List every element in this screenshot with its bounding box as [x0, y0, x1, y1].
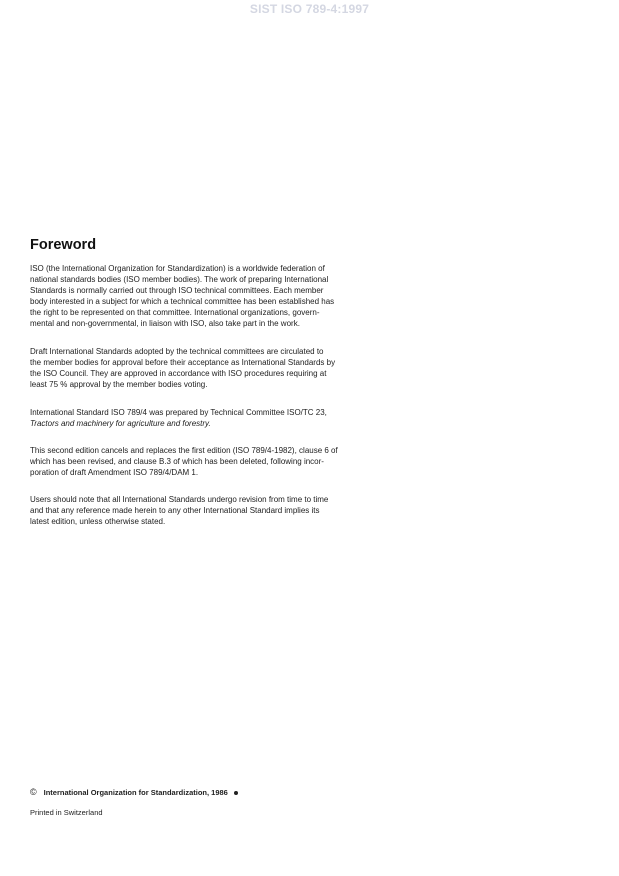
text-line: Users should note that all International Standards undergo revision from time to time [30, 495, 329, 504]
text-line: the ISO Council. They are approved in accordance with ISO procedures requiring at [30, 369, 327, 378]
text-line: latest edition, unless otherwise stated. [30, 517, 166, 526]
text-line: International Standard ISO 789/4 was prepared by Technical Committee ISO/TC 23, [30, 408, 327, 417]
watermark-standard-number: SIST ISO 789-4:1997 [249, 2, 370, 16]
page-title: Foreword [30, 237, 97, 253]
paragraph-technical-committee [30, 407, 376, 429]
paragraph-iso-intro [30, 263, 376, 329]
text-line: the right to be represented on that committee. International organizations, govern- [30, 308, 320, 317]
text-line: This second edition cancels and replaces the first edition (ISO 789/4-1982), clause 6 of [30, 446, 338, 455]
copyright-notice [30, 787, 238, 797]
paragraph-revision-note [30, 494, 376, 527]
paragraph-draft-standards [30, 346, 376, 390]
text-line: body interested in a subject for which a technical committee has been established has [30, 297, 335, 306]
text-line: Draft International Standards adopted by the technical committees are circulated to [30, 347, 324, 356]
text-line: which has been revised, and clause B.3 of which has been deleted, following incor- [30, 457, 324, 466]
bullet-dot-icon [234, 791, 238, 795]
copyright-text: International Organization for Standardization, 1986 [43, 788, 228, 797]
text-line: least 75 % approval by the member bodies voting. [30, 380, 208, 389]
text-line: ISO (the International Organization for Standardization) is a worldwide federation of [30, 264, 325, 273]
text-line: mental and non-governmental, in liaison with ISO, also take part in the work. [30, 319, 300, 328]
committee-title-italic: Tractors and machinery for agriculture and forestry. [30, 419, 211, 428]
text-line: national standards bodies (ISO member bodies). The work of preparing International [30, 275, 329, 284]
text-line: Standards is normally carried out through ISO technical committees. Each member [30, 286, 324, 295]
paragraph-second-edition [30, 445, 376, 478]
copyright-icon: © [30, 787, 37, 797]
printed-in-notice: Printed in Switzerland [30, 808, 103, 817]
text-line: poration of draft Amendment ISO 789/4/DAM 1. [30, 468, 199, 477]
text-line: the member bodies for approval before their acceptance as International Standards by [30, 358, 336, 367]
text-line: and that any reference made herein to any other International Standard implies its [30, 506, 320, 515]
